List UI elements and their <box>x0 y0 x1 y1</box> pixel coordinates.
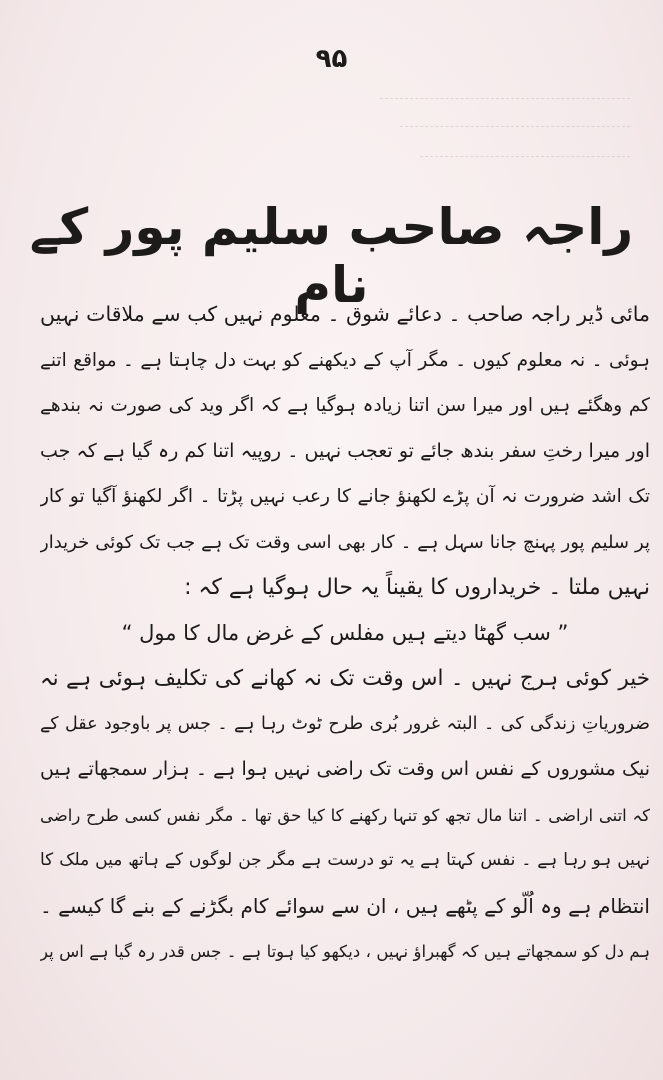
text-line: تک اشد ضرورت نہ آن پڑے لکھنؤ جانے کا رعب نہیں پڑتا ۔ اگر لکھنؤ آگیا تو کار <box>40 486 650 507</box>
text-line: اور میرا رختِ سفر بندھ جائے تو تعجب نہیں ۔ روپیہ اتنا کم رہ گیا ہے کہ جب <box>40 439 650 462</box>
text-line: خیر کوئی ہرج نہیں ۔ اس وقت تک نہ کھانے کی تکلیف ہوئی ہے نہ <box>40 666 650 691</box>
text-line: نہیں ملتا ۔ خریداروں کا یقیناً یہ حال ہوگیا ہے کہ : <box>184 575 650 600</box>
quoted-verse: ” سب گھٹا دیتے ہیں مفلس کے غرض مال کا مول “ <box>121 620 569 645</box>
page-number: ۹۵ <box>315 44 348 74</box>
letter-body <box>40 292 650 975</box>
text-line: نیک مشوروں کے نفس اس وقت تک راضی نہیں ہوا ہے ۔ ہزار سمجھاتے ہیں <box>40 758 650 780</box>
text-line: ہم دل کو سمجھاتے ہیں کہ گھبراؤ نہیں ، دیکھو کیا ہوتا ہے ۔ جس قدر رہ گیا ہے اس پر <box>40 942 650 961</box>
text-line: کم وھگئے ہیں اور میرا سن اتنا زیادہ ہوگیا ہے کہ اگر وید کی صورت نہ بندھے <box>40 395 650 416</box>
text-line: ہوئی ۔ نہ معلوم کیوں ۔ مگر آپ کے دیکھنے کو بہت دل چاہتا ہے ۔ مواقع اتنے <box>40 349 650 371</box>
show-through-line <box>420 156 630 158</box>
show-through-line <box>380 98 630 100</box>
letter-title: راجہ صاحب سلیم پور کے نام <box>29 198 634 314</box>
text-line: نہیں ہو رہا ہے ۔ نفس کہتا ہے یہ تو درست ہے مگر جن لوگوں کے ہاتھ میں ملک کا <box>40 850 650 870</box>
text-line: مائی ڈیر راجہ صاحب ۔ دعائے شوق ۔ معلوم نہیں کب سے ملاقات نہیں <box>40 302 650 326</box>
show-through-line <box>400 126 630 128</box>
text-line: انتظام ہے وہ اُلّو کے پٹھے ہیں ، ان سے سوائے کام بگڑنے کے بنے گا کیسے ۔ <box>40 893 650 918</box>
text-line: پر سلیم پور پہنچ جانا سہل ہے ۔ کار بھی اسی وقت تک ہے جب تک کوئی خریدار <box>40 531 650 553</box>
text-line: ضروریاتِ زندگی کی ۔ البتہ غرور بُری طرح ٹوٹ رہا ہے ۔ جس پر باوجود عقل کے <box>40 713 650 734</box>
text-line: کہ اتنی اراضی ۔ اتنا مال تجھ کو تنہا رکھنے کا کیا حق تھا ۔ مگر نفس کسی طرح راضی <box>40 805 650 825</box>
